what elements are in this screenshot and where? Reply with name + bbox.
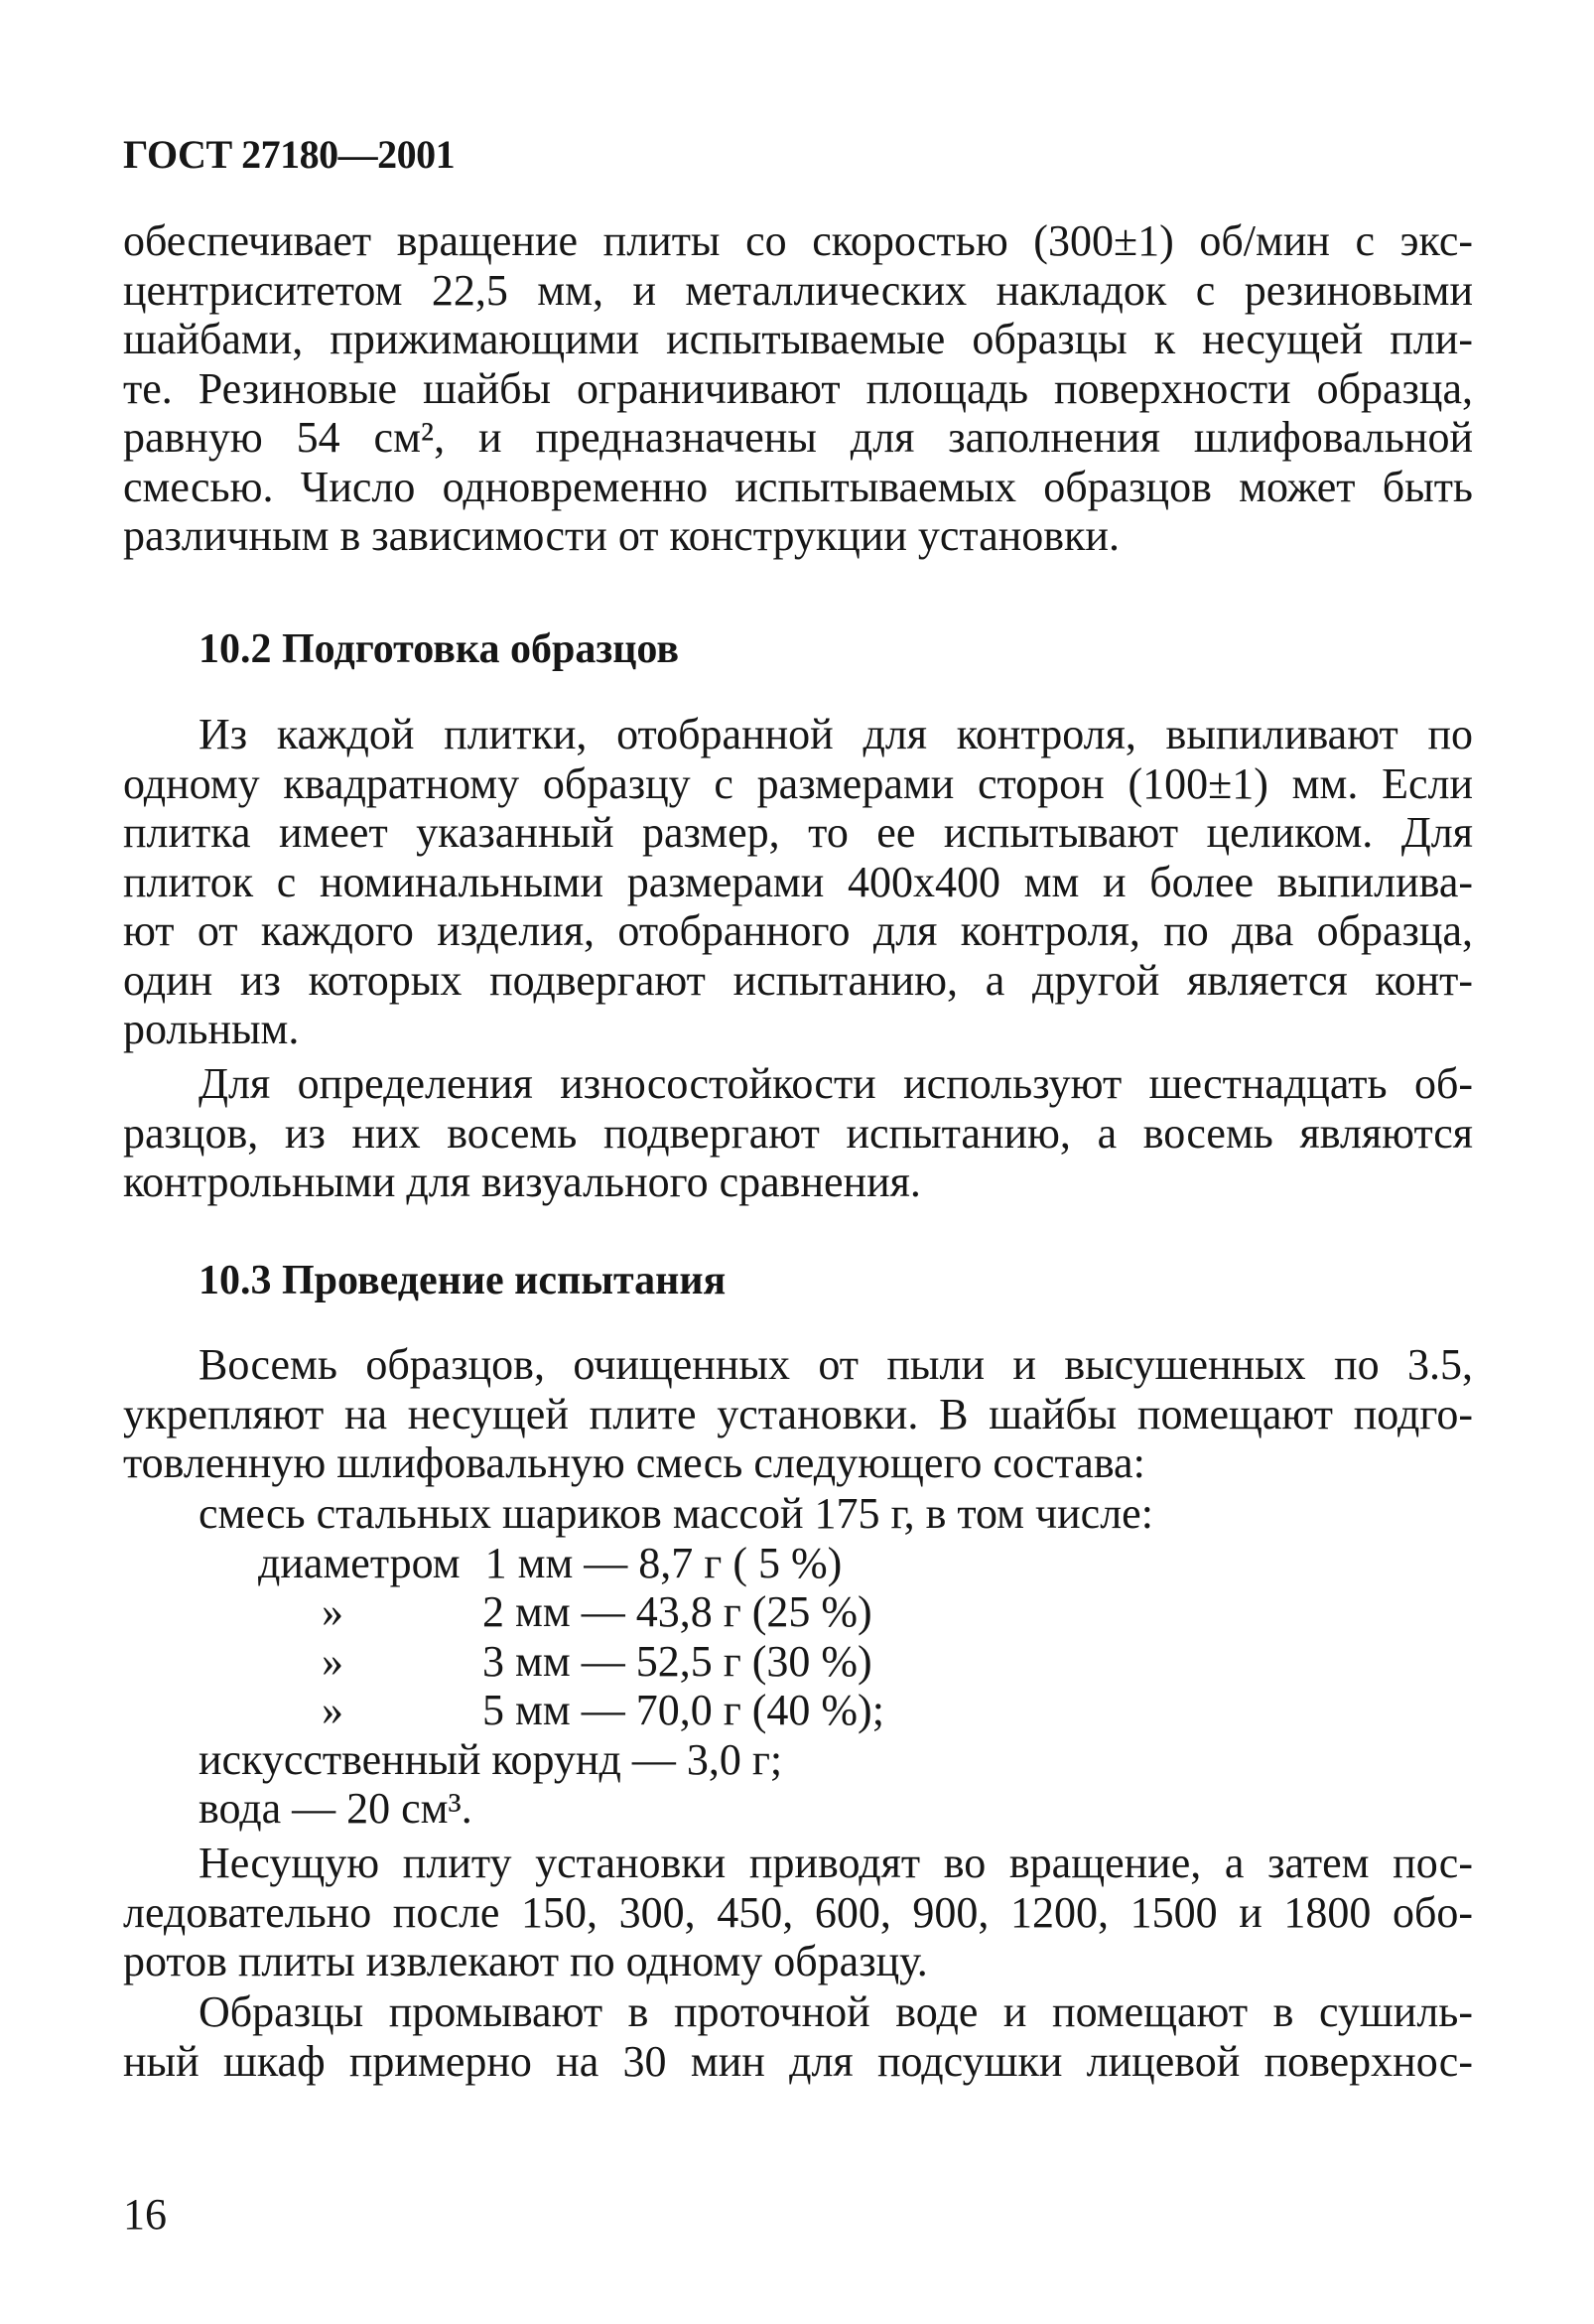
text-line: Образцы промывают в проточной воде и помещают в сушиль-	[199, 1987, 1473, 2036]
corundum-line: искусственный корунд — 3,0 г;	[199, 1734, 783, 1784]
text-line: равную 54 см², и предназначены для заполнения шлифовальной	[123, 413, 1473, 462]
text-line: различным в зависимости от конструкции установки.	[123, 511, 1120, 560]
text-line: обеспечивает вращение плиты со скоростью (300±1) об/мин с экс-	[123, 216, 1473, 265]
section-10-2-paragraph-2	[123, 1059, 1473, 1207]
text-line: Несущую плиту установки приводят во вращение, а затем пос-	[199, 1839, 1473, 1887]
mix-item-text: 3 мм — 52,5 г (30 %)	[482, 1636, 872, 1686]
text-line: смесью. Число одновременно испытываемых образцов может быть	[123, 462, 1473, 511]
mix-item-prefix: диаметром	[258, 1538, 461, 1587]
text-line: контрольными для визуального сравнения.	[123, 1158, 921, 1206]
section-10-3-paragraph-1	[123, 1340, 1473, 1488]
section-10-3-paragraph-3	[123, 1987, 1473, 2086]
document-header: ГОСТ 27180—2001	[123, 132, 456, 177]
mix-item	[123, 1637, 1473, 1687]
text-line: шайбами, прижимающими испытываемые образцы к несущей пли-	[123, 315, 1473, 363]
mix-item-text: 5 мм — 70,0 г (40 %);	[482, 1686, 884, 1734]
text-line: центриситетом 22,5 мм, и металлических накладок с резиновыми	[123, 265, 1473, 315]
text-line: ют от каждого изделия, отобранного для контроля, по два образца,	[123, 906, 1473, 955]
page-number: 16	[123, 2190, 167, 2239]
text-line: один из которых подвергают испытанию, а другой является конт-	[123, 955, 1473, 1005]
text-line: укрепляют на несущей плите установки. В шайбы помещают подго-	[123, 1389, 1473, 1438]
text-line: те. Резиновые шайбы ограничивают площадь поверхности образца,	[123, 363, 1473, 413]
text-line: плитка имеет указанный размер, то ее испытывают целиком. Для	[123, 808, 1473, 857]
section-heading-10-3: 10.3 Проведение испытания	[199, 1258, 727, 1303]
text-line: ротов плиты извлекают по одному образцу.	[123, 1937, 928, 1985]
text-line: ледовательно после 150, 300, 450, 600, 900, 1200, 1500 и 1800 обо-	[123, 1887, 1473, 1937]
mix-item	[123, 1587, 1473, 1637]
mix-item-prefix: »	[322, 1686, 343, 1734]
text-line: плиток с номинальными размерами 400х400 мм и более выпилива-	[123, 857, 1473, 906]
text-line: товленную шлифовальную смесь следующего состава:	[123, 1438, 1145, 1487]
section-10-2-paragraph-1	[123, 710, 1473, 1054]
section-10-3-paragraph-2	[123, 1839, 1473, 1986]
text-line: рольным.	[123, 1005, 300, 1053]
text-line: Из каждой плитки, отобранной для контроля, выпиливают по	[199, 710, 1473, 758]
mix-item-prefix: »	[322, 1636, 343, 1686]
mix-item-text: 1 мм — 8,7 г ( 5 %)	[484, 1538, 843, 1587]
mix-item-text: 2 мм — 43,8 г (25 %)	[482, 1587, 872, 1636]
text-line: одному квадратному образцу с размерами сторон (100±1) мм. Если	[123, 758, 1473, 808]
text-line: ный шкаф примерно на 30 мин для подсушки лицевой поверхнос-	[123, 2036, 1473, 2086]
intro-paragraph	[123, 216, 1473, 561]
text-line: Для определения износостойкости используют шестнадцать об-	[199, 1059, 1473, 1108]
mix-item	[123, 1539, 1473, 1588]
mix-item-prefix: »	[322, 1587, 343, 1636]
text-line: Восемь образцов, очищенных от пыли и высушенных по 3.5,	[199, 1340, 1473, 1389]
mix-composition	[123, 1489, 1473, 1834]
mix-item	[123, 1686, 1473, 1735]
water-line: вода — 20 см³.	[199, 1784, 472, 1833]
text-line: разцов, из них восемь подвергают испытанию, а восемь являются	[123, 1108, 1473, 1158]
mix-intro: смесь стальных шариков массой 175 г, в том числе:	[199, 1489, 1153, 1538]
section-heading-10-2: 10.2 Подготовка образцов	[199, 626, 680, 672]
